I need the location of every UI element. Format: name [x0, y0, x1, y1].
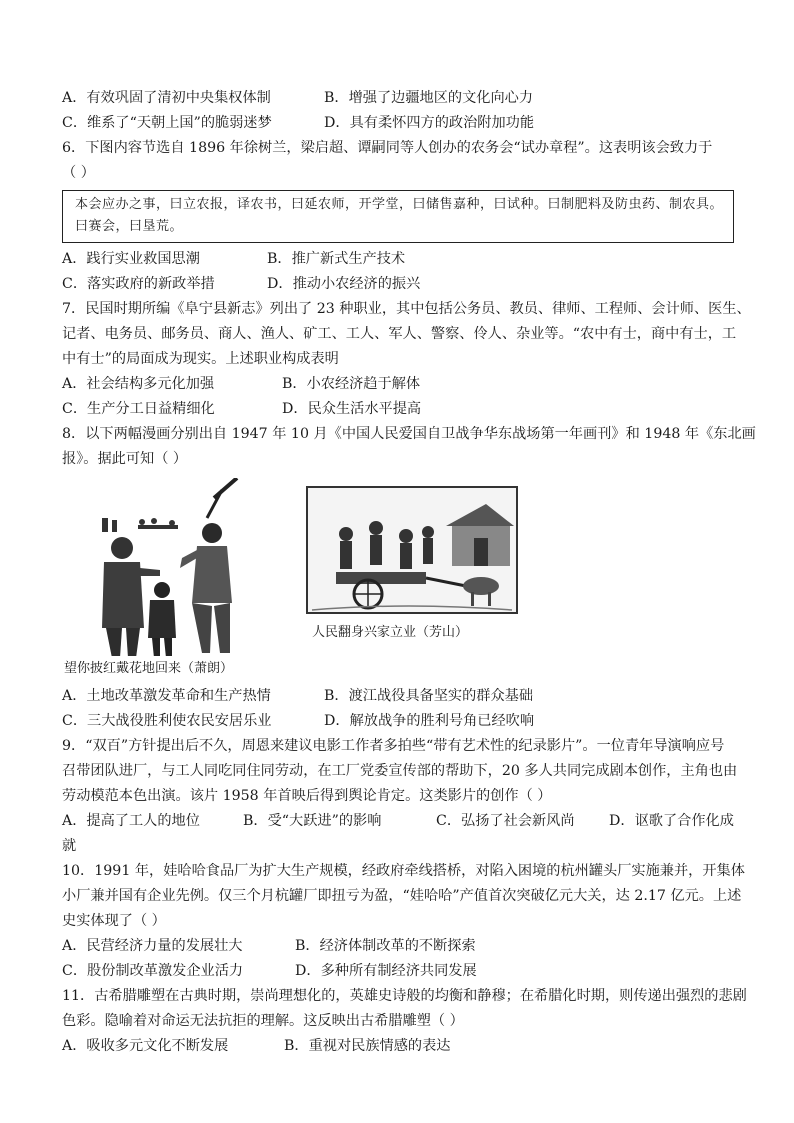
q7-stem-line-1: 7．民国时期所编《阜宁县新志》列出了 23 种职业，其中包括公务员、教员、律师、工程师、会计师、医生、	[62, 301, 751, 317]
q7-option-a[interactable]: A．社会结构多元化加强	[62, 376, 215, 392]
q8-cartoon-1	[62, 478, 262, 678]
q9-option-d-continued: 就	[62, 838, 77, 854]
q6-quote-box: 本会应办之事，曰立农报，译农书，曰延农师，开学堂，曰储售嘉种，曰试种。曰制肥料及防虫药、制农具。曰赛会，曰垦荒。	[62, 190, 734, 243]
q7-option-c[interactable]: C．生产分工日益精细化	[62, 401, 215, 417]
q11-options-row-1	[62, 1034, 734, 1059]
q9-stem-line-2: 召带团队进厂，与工人同吃同住同劳动，在工厂党委宣传部的帮助下，20 多人共同完成剧本创作，主角也由	[62, 763, 738, 779]
q6-stem-line-1: 6．下图内容节选自 1896 年徐树兰，梁启超、谭嗣同等人创办的农务会“试办章程”。这表明该会致力于	[62, 140, 713, 156]
q6-option-a[interactable]: A．践行实业救国思潮	[62, 251, 200, 267]
q6-options-row-1	[62, 247, 734, 272]
q11-option-a[interactable]: A．吸收多元文化不断发展	[62, 1038, 229, 1054]
q5-options-row-1	[62, 86, 734, 111]
q10-option-d[interactable]: D．多种所有制经济共同发展	[295, 963, 477, 979]
q9-option-c[interactable]: C．弘扬了社会新风尚	[436, 813, 575, 829]
q5-option-a[interactable]: A．有效巩固了清初中央集权体制	[62, 90, 271, 106]
q7-options-row-2	[62, 397, 734, 422]
q9-option-d[interactable]: D．讴歌了合作化成	[609, 813, 734, 829]
q7-option-d[interactable]: D．民众生活水平提高	[282, 401, 422, 417]
q5-option-d[interactable]: D．具有柔怀四方的政治附加功能	[324, 115, 535, 131]
q8-stem-line-1: 8．以下两幅漫画分别出自 1947 年 10 月《中国人民爱国自卫战争华东战场第一年画刊》和 1948 年《东北画	[62, 426, 756, 442]
q8-caption-2: 人民翻身兴家立业（芳山）	[312, 625, 469, 640]
q9-option-b[interactable]: B．受“大跃进”的影响	[243, 813, 382, 829]
q9-stem-line-1: 9．“双百”方针提出后不久，周恩来建议电影工作者多拍些“带有艺术性的纪录影片”。一位青年导演响应号	[62, 738, 725, 754]
q5-option-b[interactable]: B．增强了边疆地区的文化向心力	[324, 90, 534, 106]
q8-option-c[interactable]: C．三大战役胜利使农民安居乐业	[62, 713, 272, 729]
cartoon-soldier-farewell-image	[62, 478, 262, 678]
q10-option-a[interactable]: A．民营经济力量的发展壮大	[62, 938, 243, 954]
q10-stem-line-2: 小厂兼并国有企业先例。仅三个月杭罐厂即扭亏为盈，“娃哈哈”产值首次突破亿元大关，达 2.17 亿元。上述	[62, 888, 742, 904]
q6-options-row-2	[62, 272, 734, 297]
q10-options-row-1	[62, 934, 734, 959]
q9-option-a[interactable]: A．提高了工人的地位	[62, 813, 200, 829]
q10-stem-line-3: 史实体现了（ ）	[62, 913, 166, 929]
q10-stem-line-1: 10．1991 年，娃哈哈食品厂为扩大生产规模，经政府牵线搭桥，对陷入困境的杭州罐头厂实施兼并，开集体	[62, 863, 745, 879]
exam-page	[62, 86, 756, 1059]
q10-option-b[interactable]: B．经济体制改革的不断探索	[295, 938, 476, 954]
q7-option-b[interactable]: B．小农经济趋于解体	[282, 376, 421, 392]
q6-stem-line-2: （ ）	[62, 165, 95, 181]
q11-stem-line-2: 色彩。隐喻着对命运无法抗拒的理解。这反映出古希腊雕塑（ ）	[62, 1013, 464, 1029]
q9-options-row	[62, 809, 734, 834]
q5-option-c[interactable]: C．维系了“天朝上国”的脆弱迷梦	[62, 115, 272, 131]
q8-option-d[interactable]: D．解放战争的胜利号角已经吹响	[324, 713, 535, 729]
q8-stem-line-2: 报》。据此可知（ ）	[62, 451, 188, 467]
q11-stem-line-1: 11．古希腊雕塑在古典时期，崇尚理想化的，英雄史诗般的均衡和静穆；在希腊化时期，则传递出强烈的悲剧	[62, 988, 747, 1004]
q5-options-row-2	[62, 111, 734, 136]
q6-option-c[interactable]: C．落实政府的新政举措	[62, 276, 215, 292]
q8-figures	[62, 478, 734, 678]
q11-option-b[interactable]: B．重视对民族情感的表达	[284, 1038, 451, 1054]
q10-options-row-2	[62, 959, 734, 984]
q7-stem-line-2: 记者、电务员、邮务员、商人、渔人、矿工、工人、军人、警察、伶人、杂业等。“农中有士，商中有士，工	[62, 326, 737, 342]
q7-stem-line-3: 中有士”的局面成为现实。上述职业构成表明	[62, 351, 339, 367]
q8-options-row-2	[62, 709, 734, 734]
q8-option-b[interactable]: B．渡江战役具备坚实的群众基础	[324, 688, 534, 704]
q8-option-a[interactable]: A．土地改革激发革命和生产热情	[62, 688, 271, 704]
q7-options-row-1	[62, 372, 734, 397]
q6-option-d[interactable]: D．推动小农经济的振兴	[267, 276, 421, 292]
q10-option-c[interactable]: C．股份制改革激发企业活力	[62, 963, 244, 979]
q9-stem-line-3: 劳动模范本色出演。该片 1958 年首映后得到舆论肯定。这类影片的创作（ ）	[62, 788, 552, 804]
q8-cartoon-2	[306, 486, 518, 644]
q8-caption-1: 望你披红戴花地回来（萧朗）	[64, 656, 264, 681]
q8-options-row-1	[62, 684, 734, 709]
q6-option-b[interactable]: B．推广新式生产技术	[267, 251, 406, 267]
